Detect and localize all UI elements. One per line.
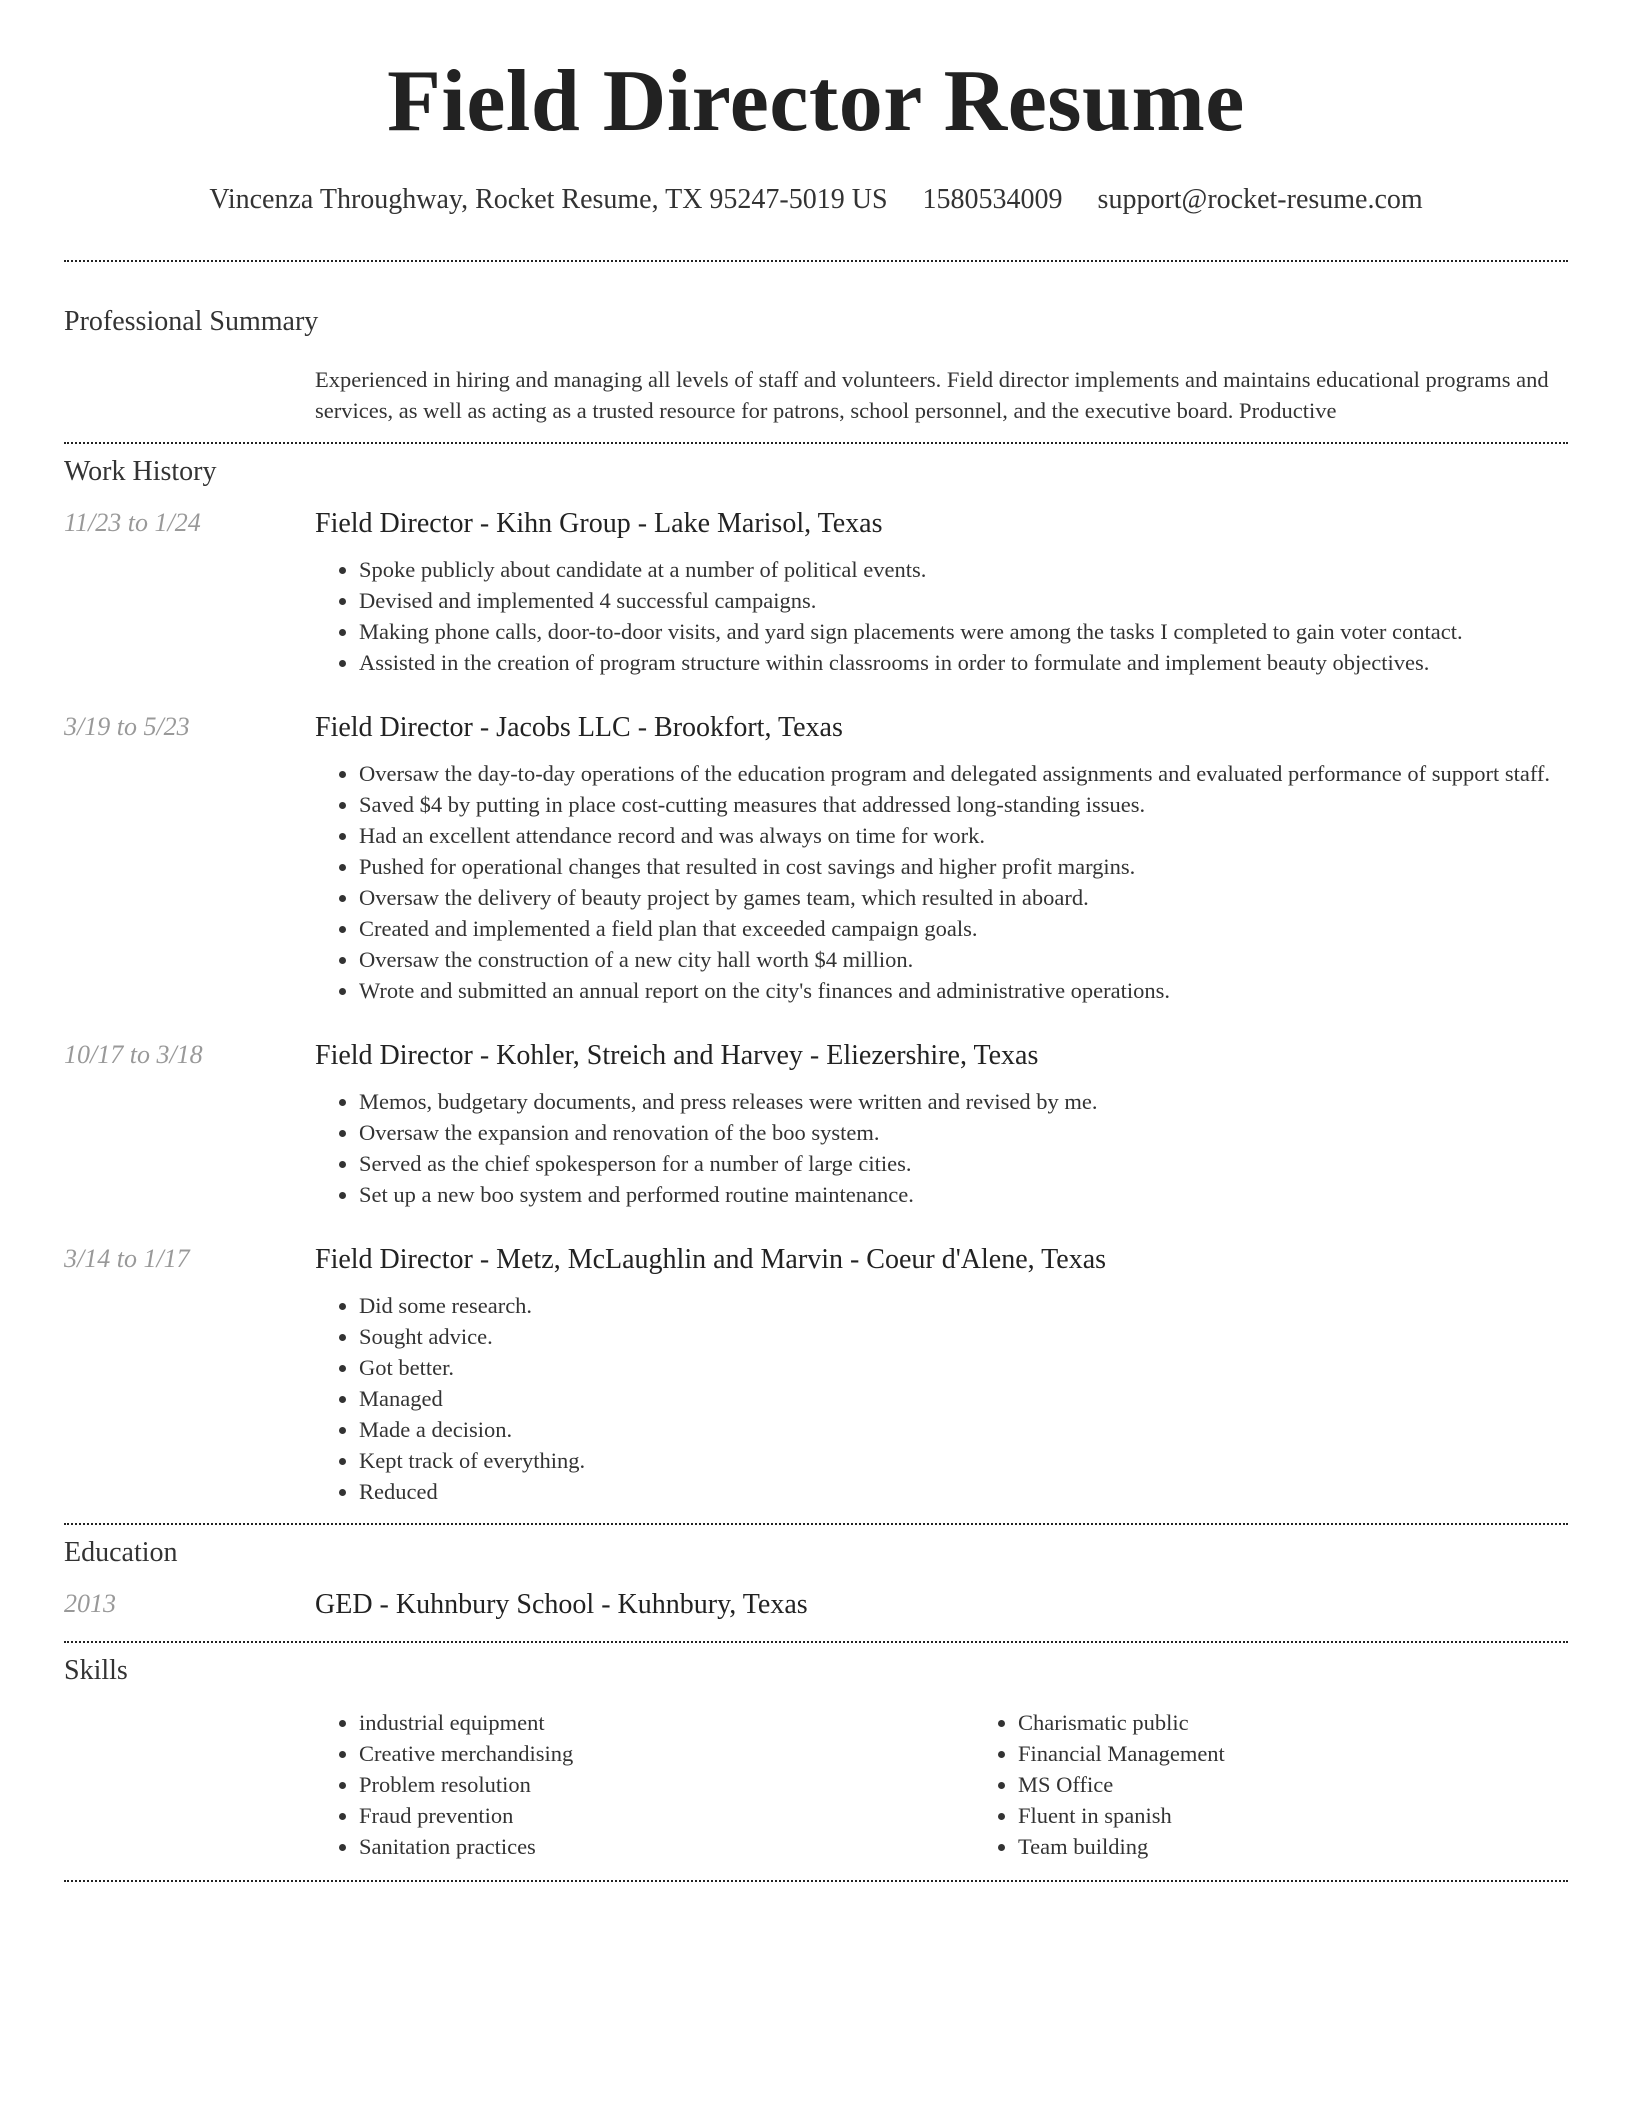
divider	[64, 1641, 1568, 1643]
list-item: • Created and implemented a field plan that exceeded campaign goals.	[359, 913, 1568, 944]
job-dates: 3/19 to 5/23	[64, 712, 190, 741]
contact-email: support@rocket-resume.com	[1097, 184, 1423, 215]
list-item: • Oversaw the delivery of beauty project by games team, which resulted in aboard.	[359, 882, 1568, 913]
job-entry	[64, 1244, 1568, 1507]
list-item: • Had an excellent attendance record and was always on time for work.	[359, 820, 1568, 851]
job-title: Field Director - Jacobs LLC - Brookfort, Texas	[315, 712, 843, 743]
skills-list-left	[315, 1707, 974, 1862]
education-year: 2013	[64, 1589, 116, 1618]
section-heading-education: Education	[64, 1537, 178, 1568]
list-item: • Oversaw the day-to-day operations of the education program and delegated assignments and evaluated performance of support staff.	[359, 758, 1568, 789]
job-bullets	[315, 554, 1568, 678]
contact-line	[0, 184, 1632, 216]
job-dates: 10/17 to 3/18	[64, 1040, 203, 1069]
job-entry	[64, 1040, 1568, 1210]
skill-item: • Sanitation practices	[359, 1831, 974, 1862]
list-item: • Kept track of everything.	[359, 1445, 1568, 1476]
job-entry	[64, 712, 1568, 1006]
list-item: • Spoke publicly about candidate at a number of political events.	[359, 554, 1568, 585]
education-title: GED - Kuhnbury School - Kuhnbury, Texas	[315, 1589, 808, 1620]
skills-columns	[315, 1707, 1632, 1862]
list-item: • Made a decision.	[359, 1414, 1568, 1445]
contact-address: Vincenza Throughway, Rocket Resume, TX 95247-5019 US	[209, 184, 888, 215]
summary-row	[64, 364, 1568, 426]
list-item: • Managed	[359, 1383, 1568, 1414]
job-bullets	[315, 1086, 1568, 1210]
skills-row	[64, 1707, 1568, 1862]
divider	[64, 1880, 1568, 1882]
section-heading-summary: Professional Summary	[64, 306, 319, 337]
skill-item: • Team building	[1018, 1831, 1632, 1862]
skill-item: • Creative merchandising	[359, 1738, 974, 1769]
skill-item: • Problem resolution	[359, 1769, 974, 1800]
resume-title: Field Director Resume	[387, 53, 1245, 150]
job-dates: 11/23 to 1/24	[64, 508, 201, 537]
divider	[64, 1523, 1568, 1525]
divider	[64, 260, 1568, 262]
list-item: • Oversaw the expansion and renovation of the boo system.	[359, 1117, 1568, 1148]
job-entry	[64, 508, 1568, 678]
list-item: • Memos, budgetary documents, and press releases were written and revised by me.	[359, 1086, 1568, 1117]
skill-item: • Fraud prevention	[359, 1800, 974, 1831]
job-title: Field Director - Kihn Group - Lake Marisol, Texas	[315, 508, 883, 539]
skill-item: • industrial equipment	[359, 1707, 974, 1738]
list-item: • Devised and implemented 4 successful campaigns.	[359, 585, 1568, 616]
skills-list-right	[974, 1707, 1632, 1862]
list-item: • Oversaw the construction of a new city hall worth $4 million.	[359, 944, 1568, 975]
divider	[64, 442, 1568, 444]
job-dates: 3/14 to 1/17	[64, 1244, 190, 1273]
list-item: • Wrote and submitted an annual report on the city's finances and administrative operations.	[359, 975, 1568, 1006]
list-item: • Sought advice.	[359, 1321, 1568, 1352]
section-heading-work: Work History	[64, 456, 217, 487]
skill-item: • Fluent in spanish	[1018, 1800, 1632, 1831]
section-heading-skills: Skills	[64, 1655, 128, 1686]
job-bullets	[315, 758, 1568, 1006]
job-title: Field Director - Kohler, Streich and Harvey - Eliezershire, Texas	[315, 1040, 1039, 1071]
list-item: • Served as the chief spokesperson for a number of large cities.	[359, 1148, 1568, 1179]
list-item: • Did some research.	[359, 1290, 1568, 1321]
list-item: • Pushed for operational changes that resulted in cost savings and higher profit margins.	[359, 851, 1568, 882]
contact-phone: 1580534009	[922, 184, 1063, 215]
list-item: • Assisted in the creation of program structure within classrooms in order to formulate and implement beauty objectives.	[359, 647, 1568, 678]
list-item: • Saved $4 by putting in place cost-cutting measures that addressed long-standing issues.	[359, 789, 1568, 820]
job-bullets	[315, 1290, 1568, 1507]
skill-item: • Financial Management	[1018, 1738, 1632, 1769]
skill-item: • MS Office	[1018, 1769, 1632, 1800]
list-item: • Reduced	[359, 1476, 1568, 1507]
list-item: • Set up a new boo system and performed routine maintenance.	[359, 1179, 1568, 1210]
education-entry	[64, 1589, 1568, 1621]
skill-item: • Charismatic public	[1018, 1707, 1632, 1738]
summary-text: Experienced in hiring and managing all levels of staff and volunteers. Field director implements and maintains educational programs and services, as well as acting as a trusted resource for patrons, school personnel, and the executive board. Productive	[315, 367, 1549, 423]
list-item: • Making phone calls, door-to-door visits, and yard sign placements were among the tasks I completed to gain voter contact.	[359, 616, 1568, 647]
list-item: • Got better.	[359, 1352, 1568, 1383]
job-title: Field Director - Metz, McLaughlin and Marvin - Coeur d'Alene, Texas	[315, 1244, 1107, 1275]
